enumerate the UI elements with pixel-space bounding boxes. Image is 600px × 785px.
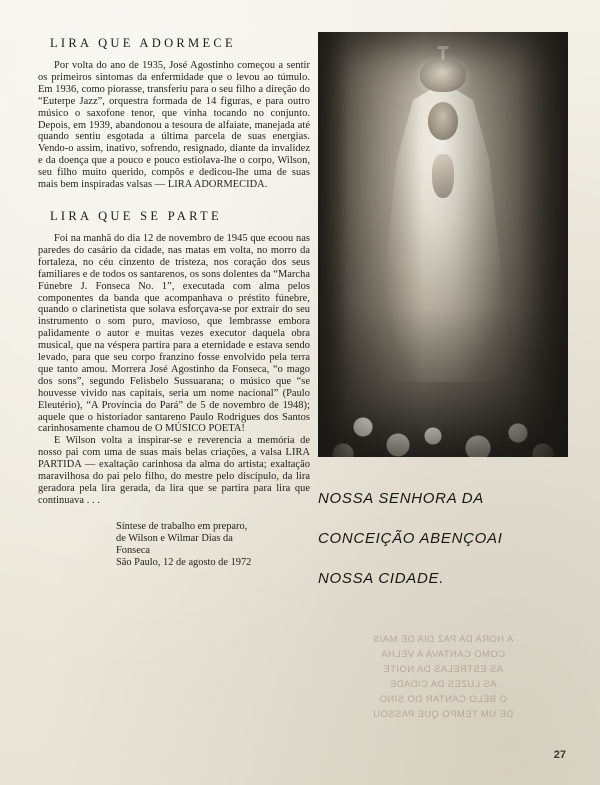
paragraph-section-two-2: E Wilson volta a inspirar-se e reverencia a memória de nosso pai com uma de suas mais belas criações, a valsa LIRA PARTIDA — exaltação carinhosa da alma do artista; exaltação maravilhosa do pai pelo filho, do mestre pelo discípulo, da lira geradora pela lira gerada, da lira que se partira para lira que continuava . . . (38, 435, 310, 506)
paragraph-section-one-1: Por volta do ano de 1935, José Agostinho começou a sentir os primeiros sintomas da enfermidade que o levou ao túmulo. Em 1936, como piorasse, transferiu para o seu filho a direção do “Euterpe Jazz”, orquestra formada de 14 figuras, e para outro músico o saxofone tenor, que vinha tocando no conjunto. Depois, em 1939, abandonou a tesoura de alfaiate, manejada até quando sentiu esgotada a última parcela de suas energias. Vendo-o assim, inativo, sofrendo, resignado, diante da invalidez e da doença que a pouco e pouco estiolava-lhe o corpo, Wilson, seu filho muito querido, compôs e dedicou-lhe uma de suas mais bem inspiradas valsas — LIRA ADORMECIDA. (38, 60, 310, 191)
photo-column (318, 32, 568, 599)
section-title-lira-que-adormece: LIRA QUE ADORMECE (50, 36, 236, 50)
section-title-lira-que-se-parte: LIRA QUE SE PARTE (50, 208, 222, 223)
statue-of-our-lady-procession-photo (318, 32, 568, 457)
reverse-page-showthrough-text (318, 632, 568, 752)
article-signature-block (116, 521, 310, 570)
ghost-line-3: AS ESTRELAS DA NOITE (383, 664, 503, 675)
caption-line-3: NOSSA CIDADE. (318, 570, 445, 587)
page-number: 27 (553, 749, 566, 761)
signature-line-2: de Wilson e Wilmar Dias da (116, 533, 233, 545)
ghost-line-4: AS LUZES DA CIDADE (389, 679, 497, 690)
ghost-line-1: A HORA DA PAZ DIA DE MAIS (372, 634, 514, 645)
paragraph-section-two-1: Foi na manhã do dia 12 de novembro de 1945 que ecoou nas paredes do casário da cidade, nas matas em volta, no morro da fortaleza, no céu cinzento de tristeza, nos coração dos seus familiares e de todos os santarenos, os sons dolentes da “Marcha Fúnebre J. Fonseca No. 1”, executada com alma pelos componentes da banda que acompanhava o préstito fúnebre, quando o clarinetista que solava esforçava-se por extrair do seu instrumento o som puro, mavioso, que lembrasse embora palidamente o autor e muitas vezes executor daquela obra musical, que na véspera partira para a eternidade e estava sendo levado, para que seu corpo franzino fosse envolvido pela terra que tanto amou. Morrera José Agostinho da Fonseca, “o mago dos sons”, segundo Felisbelo Sussuarana; o músico que “se houvesse vivido nas capitais, seria um nome nacional” (Paulo Eleutério), “A Província do Pará” de 5 de novembro de 1948); aquele que o historiador santareno Paulo Rodrigues dos Santos carinhosamente chamou de O MÚSICO POETA! (38, 232, 310, 435)
ghost-line-6: DE UM TEMPO QUE PASSOU (372, 709, 514, 720)
photo-vignette (318, 32, 568, 457)
signature-line-1: Síntese de trabalho em preparo, (116, 520, 248, 532)
caption-line-2: CONCEIÇÃO ABENÇOAI (318, 530, 503, 547)
caption-line-1: NOSSA SENHORA DA (318, 490, 484, 507)
ghost-line-2: COMO CANTAVA A VELHA (380, 649, 506, 660)
photo-caption (318, 479, 568, 599)
ghost-line-5: O BELO CANTAR DO SINO (379, 694, 507, 705)
article-text-column (38, 36, 310, 570)
signature-line-3: Fonseca (116, 545, 151, 557)
signature-line-4: São Paulo, 12 de agosto de 1972 (116, 557, 252, 569)
